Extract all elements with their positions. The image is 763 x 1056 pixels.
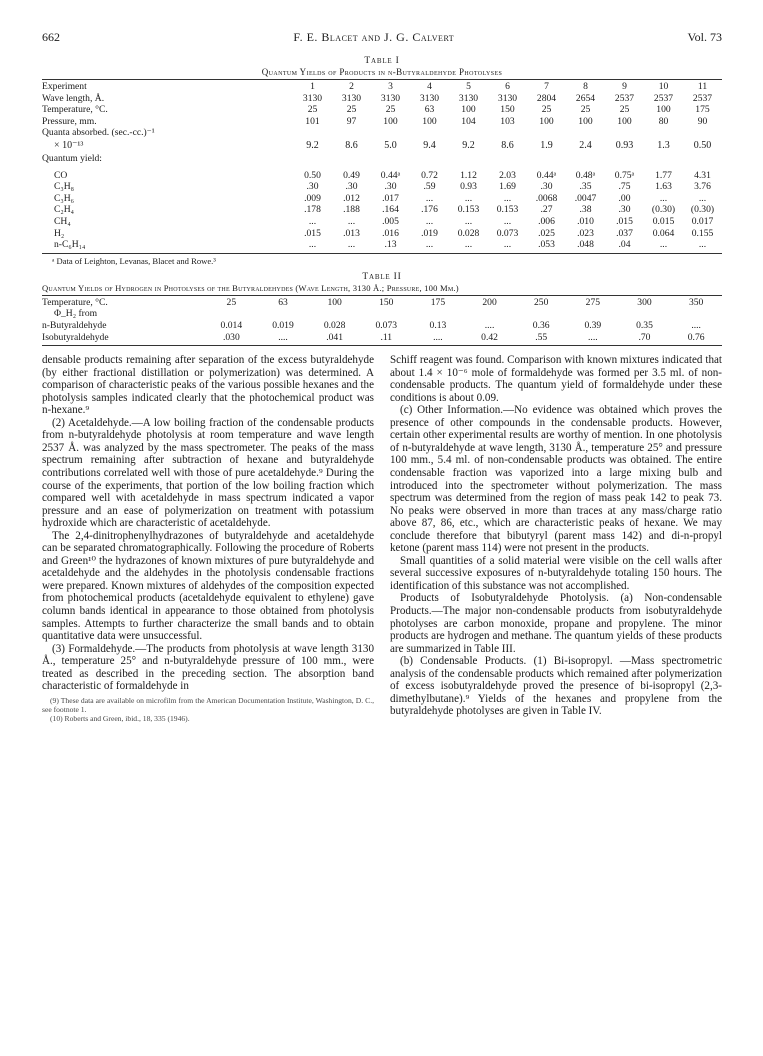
table-cell: 3130 <box>380 92 401 104</box>
table-cell: 0.44ᵃ <box>380 169 401 181</box>
table-cell: .009 <box>304 192 321 204</box>
table-cell: 0.153 <box>496 204 519 216</box>
table-cell: 1.69 <box>499 181 516 193</box>
table-cell: 2 <box>349 81 354 92</box>
table-cell: 25 <box>541 104 552 116</box>
table-cell: .005 <box>382 215 399 227</box>
row-label: C₃H₈ <box>54 181 75 193</box>
table-cell: ... <box>308 215 317 227</box>
page-number: 662 <box>42 30 60 44</box>
table2 <box>42 297 722 343</box>
paragraph: (3) Formaldehyde.—The products from photolysis at wave length 3130 Å., temperature 25° and n-butyraldehyde pressure of 100 mm., were treated as described in the preceding section. The absorption band characteristic of formaldehyde in <box>42 642 374 693</box>
paragraph: (c) Other Information.—No evidence was obtained which proves the presence of other compounds in the condensable products. However, certain other experimental results are worthy of mention. In one photolysis of n-butyraldehyde at wave length, 3130 Å., temperature 25° and pressure 100 mm., 5.4 ml. of non-condensable products was obtained. The entire condensable fraction was vaporized into a large mixing bulb and introduced into the spectrometer without polymerization. The mass spectrum was determined from the region of mass peak 142 to peak 73. No peaks were observed in more than traces at any mass/charge ratio above 87, 86, etc., which are characteristic peaks of hexane. We may conclude therefore that bibutyryl (parent mass 142) and di-n-propyl ketone (parent mass 114) were not present in the products. <box>390 404 722 555</box>
volume-label: Vol. 73 <box>687 30 722 44</box>
footnotes <box>42 696 374 723</box>
row-label: Temperature, °C. <box>42 296 108 308</box>
row-label: Experiment <box>42 81 87 92</box>
table-cell: .178 <box>304 204 321 216</box>
table-cell: 0.35 <box>636 319 653 331</box>
row-label: Wave length, Å. <box>42 92 105 104</box>
table2-bottom-rule <box>42 345 722 346</box>
table-cell: 0.72 <box>421 169 438 181</box>
table-cell: 175 <box>695 104 710 116</box>
table-cell: 2537 <box>614 92 635 104</box>
paragraph: The 2,4-dinitrophenylhydrazones of butyraldehyde and acetaldehyde can be separated chromatographically. Following the procedure of Roberts and Green¹⁰ the hydrazones of known mixtures of pure butyraldehyde and acetaldehyde and the aldehydes in the photolysis condensable fractions were prepared. Known mixtures of aldehydes of the composition expected from photochemical products (acetaldehyde equivalent to ethylene) gave column bands identical in appearance to those obtained from photolysis samples. Attempts to further characterize the small bands and to obtain quantitative data were unsuccessful. <box>42 529 374 643</box>
table-cell: .025 <box>538 227 555 239</box>
table-cell: 103 <box>500 115 515 127</box>
table1-qy-row <box>42 204 722 216</box>
table-cell: 0.017 <box>691 215 714 227</box>
table-cell: .38 <box>579 204 592 216</box>
row-label: Temperature, °C. <box>42 104 108 116</box>
table-cell: 63 <box>424 104 435 116</box>
table-cell: 200 <box>482 296 497 308</box>
row-label: Pressure, mm. <box>42 115 97 127</box>
table-cell: 25 <box>385 104 396 116</box>
table-cell: .0047 <box>574 192 597 204</box>
table-cell: .019 <box>421 227 438 239</box>
table-cell: 0.48ᵃ <box>575 169 596 181</box>
table-cell: 1.12 <box>460 169 477 181</box>
table-cell: 0.064 <box>652 227 675 239</box>
table-cell: 100 <box>617 115 632 127</box>
table-cell: 0.76 <box>687 331 705 343</box>
table-cell: 9.2 <box>462 140 475 152</box>
running-authors: F. E. Blacet and J. G. Calvert <box>293 30 455 44</box>
table-cell: .27 <box>540 204 553 216</box>
table-cell: 175 <box>430 296 446 308</box>
table-cell: 0.44ᵃ <box>536 169 557 181</box>
table-cell: ... <box>698 239 707 251</box>
table-cell: 100 <box>383 115 398 127</box>
table-cell: 63 <box>278 296 288 308</box>
table-cell: .30 <box>618 204 631 216</box>
table-cell: .30 <box>540 181 553 193</box>
table-cell: ... <box>425 239 434 251</box>
table-cell: 8 <box>583 81 588 92</box>
table-cell: 2537 <box>653 92 674 104</box>
table-cell: 9.4 <box>423 140 436 152</box>
table-cell: 0.015 <box>652 215 675 227</box>
table-cell: 4 <box>427 81 432 92</box>
table-cell: 3130 <box>458 92 479 104</box>
footnote: (9) These data are available on microfilm from the American Documentation Institute, Washington, D. C., see footnote 1. <box>42 695 374 714</box>
table-cell: .188 <box>343 204 360 216</box>
table-cell: .... <box>278 331 288 343</box>
table1-qy-row <box>42 170 722 182</box>
table-cell: 0.073 <box>375 319 398 331</box>
table-cell: 3130 <box>419 92 440 104</box>
table-cell: .037 <box>616 227 633 239</box>
table-cell: .053 <box>538 239 555 251</box>
table-cell: 0.42 <box>481 331 498 343</box>
table-cell: 0.50 <box>693 140 712 152</box>
table-cell: .030 <box>222 331 240 343</box>
table1-qy-row <box>42 228 722 240</box>
table-cell: ... <box>659 192 668 204</box>
paragraph: Small quantities of a solid material were visible on the cell walls after several successive exposures of n-butyraldehyde totaling 150 hours. The identification of this substance was not accomplished. <box>390 554 722 592</box>
table-cell: .015 <box>304 227 321 239</box>
table-cell: .30 <box>384 181 397 193</box>
table-cell: ... <box>464 215 473 227</box>
table-cell: 9.2 <box>306 140 319 152</box>
table-cell: .0068 <box>535 192 558 204</box>
table-cell: 100 <box>422 115 437 127</box>
table-cell: 25 <box>226 296 237 308</box>
table-cell: .30 <box>306 181 319 193</box>
table-cell: 0.014 <box>220 319 243 331</box>
row-label: n-Butyraldehyde <box>42 319 107 331</box>
table-cell: 0.75ᵃ <box>614 169 635 181</box>
table-cell: 1 <box>310 81 315 92</box>
body-columns <box>42 354 722 723</box>
row-label: Φ_H₂ from <box>54 308 98 320</box>
table-cell: ... <box>347 215 356 227</box>
footnote: (10) Roberts and Green, ibid., 18, 335 (1946). <box>50 713 190 723</box>
table-cell: 100 <box>656 104 671 116</box>
table2-caption: Quantum Yields of Hydrogen in Photolyses of the Butyraldehydes (Wave Length, 3130 Å.; Pressure, 100 Mm.) <box>42 282 459 293</box>
table-cell: 275 <box>585 296 601 308</box>
table-cell: 0.49 <box>343 169 360 181</box>
table-cell: .010 <box>577 215 594 227</box>
table-cell: 3.76 <box>694 181 711 193</box>
table1-top-rule <box>42 79 722 80</box>
table2-row <box>42 332 722 344</box>
table-cell: 0.50 <box>304 169 321 181</box>
table-cell: 3130 <box>341 92 362 104</box>
table-cell: 11 <box>697 81 708 92</box>
table-cell: .13 <box>384 239 397 251</box>
table2-temp-row <box>42 297 722 309</box>
table-cell: .023 <box>577 227 594 239</box>
table-cell: 2804 <box>536 92 557 104</box>
table-cell: 2537 <box>692 92 713 104</box>
row-label: CO <box>54 169 68 181</box>
table-cell: .006 <box>538 215 555 227</box>
table-cell: .048 <box>577 239 594 251</box>
table-cell: ... <box>464 239 473 251</box>
table-cell: 104 <box>461 115 476 127</box>
table-cell: ... <box>503 215 512 227</box>
table-cell: .... <box>484 319 495 331</box>
table-cell: ... <box>425 215 434 227</box>
table-cell: 2654 <box>575 92 596 104</box>
table-cell: 300 <box>637 296 652 308</box>
table-cell: 90 <box>697 115 708 127</box>
table-cell: 3130 <box>302 92 323 104</box>
table-cell: ... <box>698 192 707 204</box>
table-cell: .04 <box>618 239 631 251</box>
table-cell: 1.77 <box>655 169 672 181</box>
table1-bottom-rule <box>42 253 722 254</box>
table1-caption: Quantum Yields of Products in n-Butyraldehyde Photolyses <box>261 67 503 77</box>
table1 <box>42 81 722 251</box>
table1-row <box>42 116 722 128</box>
table-cell: 150 <box>379 296 394 308</box>
running-header <box>42 30 722 48</box>
row-label: C₃H₆ <box>54 192 75 204</box>
paragraph: densable products remaining after separation of the excess butyraldehyde (by either fractional distillation or polymerization) was determined. A comparison of characteristic peaks of the various possible hexanes and the photolysis samples indicated clearly that the photochemical product was n-hexane.⁹ <box>42 354 374 417</box>
row-label: CH₄ <box>54 215 71 227</box>
table1-qy-label-row <box>42 153 722 165</box>
table1-row <box>42 93 722 105</box>
table1-footnote: ᵃ Data of Leighton, Levanas, Blacet and Rowe.³ <box>52 255 216 266</box>
table-cell: .015 <box>616 215 633 227</box>
table-cell: .55 <box>535 331 548 343</box>
table-cell: 1.9 <box>540 140 553 152</box>
paragraph: (b) Condensable Products. (1) Bi-isopropyl. —Mass spectrometric analysis of the condensable products which remained after polymerization of excess isobutyraldehyde proved the presence of bi-isopropyl (2,3-dimethylbutane).⁹ Yields of the hexanes and propylene from the butyraldehyde photolyses are given in Table IV. <box>390 655 722 718</box>
row-label: H₂ <box>54 227 65 239</box>
table-cell: 4.31 <box>694 169 711 181</box>
table-cell: .012 <box>343 192 360 204</box>
table-cell: 0.155 <box>691 227 714 239</box>
table-cell: 6 <box>505 81 510 92</box>
table-cell: 80 <box>658 115 669 127</box>
table-cell: 5 <box>466 81 471 92</box>
table-cell: .164 <box>382 204 399 216</box>
table-cell: 0.028 <box>457 227 480 239</box>
table-cell: (0.30) <box>651 204 676 216</box>
table-cell: ... <box>503 239 512 251</box>
table1-quanta-row <box>42 139 722 153</box>
table-cell: 100 <box>578 115 593 127</box>
table-cell: 100 <box>327 296 342 308</box>
table-cell: 0.028 <box>323 319 346 331</box>
table-cell: ... <box>425 192 434 204</box>
table-cell: 0.36 <box>532 319 550 331</box>
table-cell: .35 <box>579 181 592 193</box>
table-cell: ... <box>347 239 356 251</box>
table-cell: 25 <box>346 104 357 116</box>
table-cell: 2.4 <box>579 140 592 152</box>
table-cell: 8.6 <box>345 140 358 152</box>
table2-phi-label-row <box>42 308 722 320</box>
table-cell: .013 <box>343 227 360 239</box>
row-label: n-C₆H₁₄ <box>54 239 86 251</box>
table-cell: 1.3 <box>657 140 670 152</box>
table-cell: 0.13 <box>429 319 447 331</box>
page <box>42 30 722 723</box>
paragraph: Products of Isobutyraldehyde Photolysis. (a) Non-condensable Products.—The major non-condensable products from isobutyraldehyde photolyses are carbon monoxide, propane and propylene. The minor products are hydrogen and methane. The quantum yields of these products are summarized in Table III. <box>390 592 722 655</box>
table-cell: ... <box>308 239 317 251</box>
table1-quanta-label-row <box>42 127 722 139</box>
left-column <box>42 354 374 723</box>
table-cell: 0.153 <box>457 204 480 216</box>
table-cell: .75 <box>618 181 631 193</box>
table-cell: 101 <box>305 115 320 127</box>
table-cell: 97 <box>346 115 357 127</box>
table-cell: 150 <box>500 104 515 116</box>
table-cell: 5.0 <box>384 140 397 152</box>
table-cell: .016 <box>382 227 399 239</box>
table-cell: 1.63 <box>655 181 672 193</box>
table1-label: Table I <box>364 56 400 66</box>
table1-row <box>42 104 722 116</box>
table-cell: .70 <box>638 331 651 343</box>
row-label: Isobutyraldehyde <box>42 331 109 343</box>
paragraph: (2) Acetaldehyde.—A low boiling fraction of the condensable products from n-butyraldehyde photolysis at room temperature and wave length 2537 Å. was analyzed by the mass spectrometer. The peaks of the mass spectrum remaining after subtraction of hexane and butyraldehyde contributions correlated well with those of pure acetaldehyde.⁹ During the course of the experiments, that portion of the low boiling fraction which compared well with acetaldehyde in mass spectrum indicated a vapor pressure and an ease of polymerization on treatment with potassium hydroxide which are characteristic of acetaldehyde. <box>42 416 374 530</box>
table-cell: .176 <box>421 204 438 216</box>
table-cell: 3 <box>388 81 393 92</box>
table-cell: 0.39 <box>584 319 602 331</box>
table1-qy-row <box>42 216 722 228</box>
table-cell: 0.073 <box>496 227 519 239</box>
table1-qy-row <box>42 193 722 205</box>
table2-row <box>42 320 722 332</box>
table1-qy-row <box>42 239 722 251</box>
table-cell: (0.30) <box>690 204 715 216</box>
table-cell: ... <box>464 192 473 204</box>
row-label: Quanta absorbed. (sec.-cc.)⁻¹ <box>42 127 155 139</box>
table-cell: .017 <box>382 192 399 204</box>
table-cell: ... <box>659 239 668 251</box>
table-cell: .30 <box>345 181 358 193</box>
table-cell: .59 <box>423 181 436 193</box>
table-cell: ... <box>503 192 512 204</box>
table-cell: 3130 <box>497 92 518 104</box>
table-cell: .11 <box>380 331 393 343</box>
table-cell: 0.019 <box>272 319 294 331</box>
table-cell: .00 <box>618 192 631 204</box>
table1-qy-row <box>42 181 722 193</box>
paragraph: Schiff reagent was found. Comparison with known mixtures indicated that about 1.4 × 10⁻⁶ mole of formaldehyde was formed per 3.5 ml. of non-condensable products. The quantum yield of formaldehyde under these conditions is about 0.09. <box>390 354 722 404</box>
table-cell: 25 <box>619 104 630 116</box>
table-cell: 10 <box>658 81 669 92</box>
table-cell: .... <box>588 331 598 343</box>
table-cell: 9 <box>622 81 627 92</box>
table-cell: 350 <box>688 296 704 308</box>
table-cell: 25 <box>580 104 591 116</box>
row-label: × 10⁻¹³ <box>54 140 84 152</box>
table-cell: 8.6 <box>501 140 514 152</box>
table-cell: 0.93 <box>460 181 477 193</box>
table-cell: 7 <box>544 81 549 92</box>
table-cell: 2.03 <box>499 169 516 181</box>
table1-row <box>42 81 722 93</box>
table-cell: .... <box>433 331 443 343</box>
table-cell: 100 <box>461 104 476 116</box>
row-label: C₂H₄ <box>54 204 75 216</box>
table-cell: 0.93 <box>615 140 634 152</box>
table2-top-rule <box>42 295 722 296</box>
table-cell: .... <box>691 319 701 331</box>
table-cell: 25 <box>307 104 318 116</box>
table-cell: 250 <box>534 296 549 308</box>
table2-label: Table II <box>362 271 402 282</box>
table-cell: 100 <box>539 115 554 127</box>
row-label: Quantum yield: <box>42 152 102 164</box>
table-cell: .041 <box>326 331 344 343</box>
right-column <box>390 354 722 723</box>
